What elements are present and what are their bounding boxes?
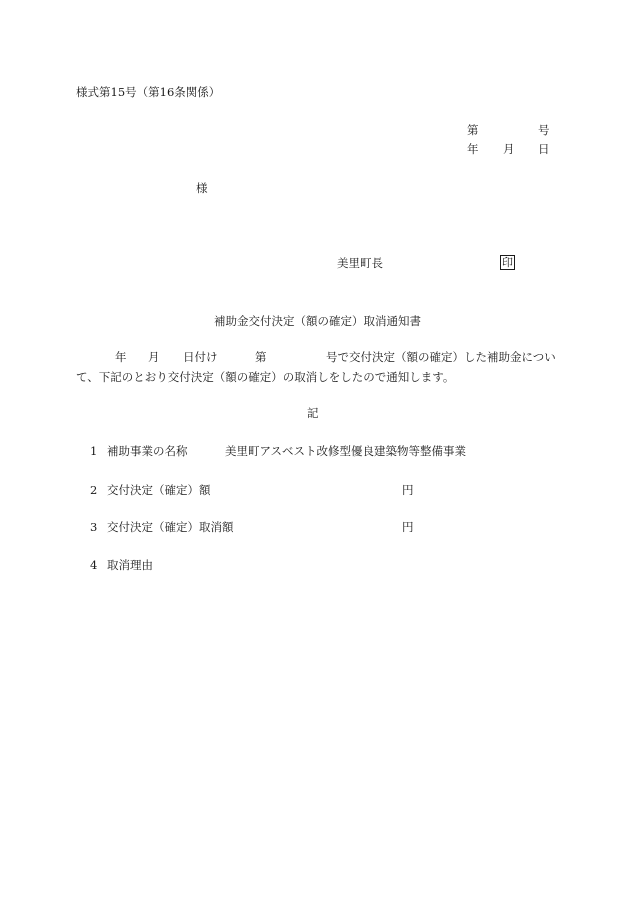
body-line2: て、下記のとおり交付決定（額の確定）の取消しをしたので通知します。 [76,370,455,384]
doc-number-prefix: 第 [467,123,479,137]
item-label: 交付決定（確定）額 [107,483,211,497]
item-unit: 円 [402,520,414,534]
date-month: 月 [503,142,515,156]
document-title: 補助金交付決定（額の確定）取消通知書 [214,314,421,328]
date-day: 日 [538,142,550,156]
body-year: 年 [115,350,127,364]
item-label: 取消理由 [107,558,153,572]
item-number: 3 [90,520,98,534]
item-number: 1 [90,444,98,458]
sender-title: 美里町長 [337,256,383,270]
form-label: 様式第15号（第16条関係） [76,85,221,99]
seal-stamp: 印 [502,256,513,269]
item-value: 美里町アスベスト改修型優良建築物等整備事業 [225,444,467,458]
date-year: 年 [467,142,479,156]
item-number: 4 [90,558,98,572]
body-month: 月 [148,350,160,364]
doc-number-suffix: 号 [538,123,550,137]
item-number: 2 [90,483,98,497]
body-date-suffix: 日付け [183,350,218,364]
body-number-prefix: 第 [255,350,267,364]
body-line1-rest: 号で交付決定（額の確定）した補助金につい [326,350,556,364]
item-label: 交付決定（確定）取消額 [107,520,234,534]
seal-mark [500,255,515,270]
ki-heading: 記 [307,406,319,420]
addressee-honorific: 様 [196,181,208,195]
item-unit: 円 [402,483,414,497]
item-label: 補助事業の名称 [107,444,188,458]
